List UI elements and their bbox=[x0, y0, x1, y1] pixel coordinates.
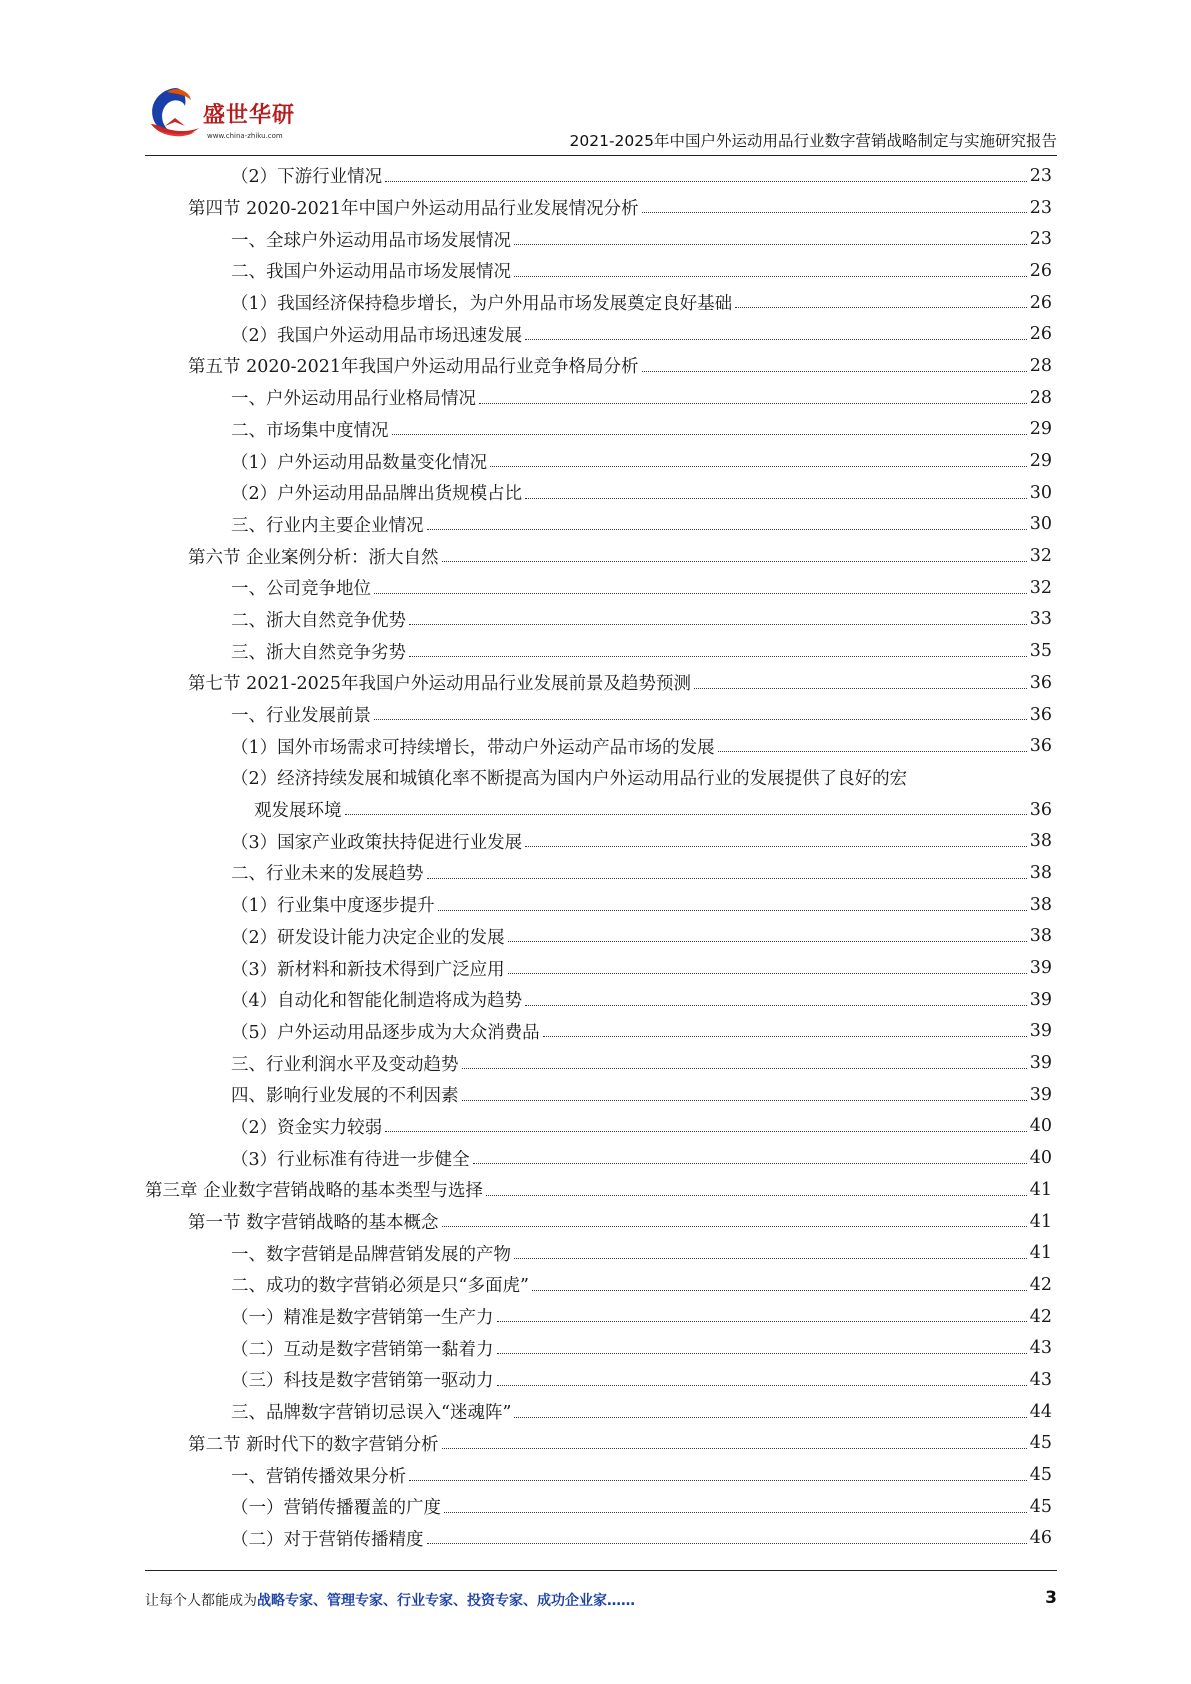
toc-page-number: 29 bbox=[1029, 451, 1052, 472]
toc-leader-dots bbox=[462, 1067, 1027, 1069]
toc-page-number: 38 bbox=[1029, 862, 1052, 883]
toc-entry-text: 一、行业发展前景 bbox=[231, 706, 371, 727]
toc-page-number: 32 bbox=[1029, 546, 1052, 567]
toc-page-number: 36 bbox=[1029, 704, 1052, 725]
toc-page-number: 38 bbox=[1029, 926, 1052, 947]
toc-entry-text: （3）新材料和新技术得到广泛应用 bbox=[231, 959, 505, 980]
toc-entry[interactable] bbox=[145, 1079, 1052, 1111]
toc-entry[interactable] bbox=[145, 857, 1052, 889]
toc-entry[interactable] bbox=[145, 1269, 1052, 1301]
report-title: 2021-2025年中国户外运动用品行业数字营销战略制定与实施研究报告 bbox=[569, 132, 1057, 150]
toc-leader-dots bbox=[444, 1511, 1027, 1513]
toc-entry-text: （2）户外运动用品品牌出货规模占比 bbox=[231, 484, 523, 505]
toc-leader-dots bbox=[442, 1447, 1027, 1449]
toc-page-number: 46 bbox=[1029, 1528, 1052, 1549]
toc-entry-text: 四、影响行业发展的不利因素 bbox=[231, 1086, 459, 1107]
toc-page-number: 45 bbox=[1029, 1433, 1052, 1454]
toc-leader-dots bbox=[486, 1194, 1027, 1196]
toc-entry-text: 一、全球户外运动用品市场发展情况 bbox=[231, 230, 511, 251]
toc-entry[interactable] bbox=[145, 635, 1052, 667]
toc-entry[interactable] bbox=[145, 414, 1052, 446]
toc-entry[interactable] bbox=[145, 1301, 1052, 1333]
toc-entry-line2 bbox=[231, 794, 1052, 826]
toc-page-number: 26 bbox=[1029, 292, 1052, 313]
toc-leader-dots bbox=[442, 560, 1027, 562]
toc-entry-text: （1）户外运动用品数量变化情况 bbox=[231, 452, 488, 473]
toc-entry[interactable] bbox=[145, 287, 1052, 319]
toc-entry-text: 第五节 2020-2021年我国户外运动用品行业竞争格局分析 bbox=[188, 357, 639, 378]
toc-entry-text: （一）营销传播覆盖的广度 bbox=[231, 1498, 441, 1519]
toc-entry[interactable] bbox=[145, 699, 1052, 731]
toc-entry[interactable] bbox=[145, 984, 1052, 1016]
toc-page-number: 32 bbox=[1029, 577, 1052, 598]
toc-entry[interactable] bbox=[145, 192, 1052, 224]
toc-leader-dots bbox=[514, 1257, 1027, 1259]
toc-entry-text: 二、行业未来的发展趋势 bbox=[231, 864, 424, 885]
toc-page-number: 28 bbox=[1029, 355, 1052, 376]
footer-divider bbox=[145, 1570, 1057, 1571]
toc-entry-text: 第二节 新时代下的数字营销分析 bbox=[188, 1434, 439, 1455]
toc-entry[interactable] bbox=[145, 477, 1052, 509]
toc-leader-dots bbox=[427, 877, 1027, 879]
toc-entry-text: 二、市场集中度情况 bbox=[231, 420, 389, 441]
toc-entry-text: 第六节 企业案例分析：浙大自然 bbox=[188, 547, 439, 568]
toc-entry-text: 二、浙大自然竞争优势 bbox=[231, 610, 406, 631]
toc-entry-text: 三、浙大自然竞争劣势 bbox=[231, 642, 406, 663]
toc-leader-dots bbox=[514, 275, 1027, 277]
toc-entry-text: （一）精准是数字营销第一生产力 bbox=[231, 1308, 494, 1329]
toc-leader-dots bbox=[427, 528, 1027, 530]
toc-page-number: 23 bbox=[1029, 197, 1052, 218]
toc-leader-dots bbox=[532, 1289, 1027, 1291]
toc-entry-text: （5）户外运动用品逐步成为大众消费品 bbox=[231, 1022, 540, 1043]
table-of-contents bbox=[145, 160, 1052, 1554]
slogan-prefix: 让每个人都能成为 bbox=[145, 1593, 257, 1609]
toc-leader-dots bbox=[497, 1352, 1027, 1354]
toc-entry[interactable] bbox=[145, 223, 1052, 255]
toc-page-number: 45 bbox=[1029, 1496, 1052, 1517]
toc-entry[interactable] bbox=[145, 730, 1052, 762]
toc-leader-dots bbox=[473, 1162, 1027, 1164]
toc-entry-text: （4）自动化和智能化制造将成为趋势 bbox=[231, 991, 523, 1012]
toc-entry[interactable] bbox=[145, 1237, 1052, 1269]
toc-page-number: 41 bbox=[1029, 1179, 1052, 1200]
header-divider bbox=[145, 155, 1057, 156]
toc-entry[interactable] bbox=[145, 1332, 1052, 1364]
toc-entry[interactable] bbox=[145, 160, 1052, 192]
toc-leader-dots bbox=[479, 402, 1027, 404]
toc-page-number: 29 bbox=[1029, 419, 1052, 440]
toc-page-number: 23 bbox=[1029, 229, 1052, 250]
toc-leader-dots bbox=[508, 940, 1027, 942]
toc-entry-text: （2）下游行业情况 bbox=[231, 167, 383, 188]
toc-entry[interactable] bbox=[145, 572, 1052, 604]
toc-page-number: 40 bbox=[1029, 1116, 1052, 1137]
toc-entry-text: （1）国外市场需求可持续增长，带动户外运动产品市场的发展 bbox=[231, 737, 715, 758]
toc-leader-dots bbox=[497, 1384, 1027, 1386]
toc-leader-dots bbox=[374, 592, 1027, 594]
toc-leader-dots bbox=[409, 1479, 1027, 1481]
toc-page-number: 43 bbox=[1029, 1338, 1052, 1359]
toc-page-number: 28 bbox=[1029, 387, 1052, 408]
toc-leader-dots bbox=[442, 1225, 1027, 1227]
toc-leader-dots bbox=[392, 433, 1027, 435]
toc-entry-text: （3）行业标准有待进一步健全 bbox=[231, 1149, 470, 1170]
toc-page-number: 38 bbox=[1029, 831, 1052, 852]
toc-entry[interactable] bbox=[145, 350, 1052, 382]
toc-page-number: 40 bbox=[1029, 1148, 1052, 1169]
toc-entry-line1 bbox=[231, 762, 1052, 794]
page-footer bbox=[145, 1590, 1057, 1614]
toc-entry[interactable] bbox=[145, 1523, 1052, 1555]
page-header bbox=[145, 80, 1057, 160]
toc-leader-dots bbox=[514, 243, 1027, 245]
toc-leader-dots bbox=[525, 845, 1027, 847]
footer-slogan bbox=[145, 1590, 635, 1610]
toc-entry-text: 二、我国户外运动用品市场发展情况 bbox=[231, 262, 511, 283]
toc-entry[interactable] bbox=[145, 1459, 1052, 1491]
toc-page-number: 39 bbox=[1029, 1053, 1052, 1074]
toc-page-number: 23 bbox=[1029, 165, 1052, 186]
toc-leader-dots bbox=[525, 1004, 1027, 1006]
toc-section-1 bbox=[145, 160, 1052, 762]
toc-leader-dots bbox=[694, 687, 1027, 689]
toc-entry-text: （二）对于营销传播精度 bbox=[231, 1529, 424, 1550]
toc-page-number: 36 bbox=[1029, 672, 1052, 693]
toc-leader-dots bbox=[642, 211, 1027, 213]
toc-entry[interactable] bbox=[145, 540, 1052, 572]
toc-leader-dots bbox=[642, 370, 1027, 372]
toc-entry[interactable] bbox=[145, 1491, 1052, 1523]
toc-leader-dots bbox=[427, 1542, 1027, 1544]
toc-entry-text: 三、品牌数字营销切忌误入“迷魂阵” bbox=[231, 1403, 512, 1424]
company-logo bbox=[145, 82, 315, 150]
toc-page-number: 26 bbox=[1029, 324, 1052, 345]
toc-entry[interactable] bbox=[145, 1174, 1052, 1206]
toc-section-2 bbox=[145, 825, 1052, 1554]
toc-leader-dots bbox=[508, 972, 1027, 974]
toc-leader-dots bbox=[385, 1130, 1027, 1132]
toc-entry[interactable] bbox=[145, 1016, 1052, 1048]
toc-entry-text: 一、营销传播效果分析 bbox=[231, 1466, 406, 1487]
toc-entry-text: （2）我国户外运动用品市场迅速发展 bbox=[231, 325, 523, 346]
toc-leader-dots bbox=[462, 1099, 1027, 1101]
toc-entry[interactable] bbox=[145, 667, 1052, 699]
toc-leader-dots bbox=[543, 1035, 1027, 1037]
toc-entry-text: 第七节 2021-2025年我国户外运动用品行业发展前景及趋势预测 bbox=[188, 674, 692, 695]
toc-entry-text: （1）我国经济保持稳步增长，为户外用品市场发展奠定良好基础 bbox=[231, 294, 733, 315]
toc-page-number: 38 bbox=[1029, 894, 1052, 915]
logo-url: www.china-zhiku.com bbox=[207, 132, 283, 140]
toc-page-number: 30 bbox=[1029, 482, 1052, 503]
page-number: 3 bbox=[1045, 1588, 1057, 1608]
toc-leader-dots bbox=[385, 180, 1027, 182]
toc-entry-text: （三）科技是数字营销第一驱动力 bbox=[231, 1371, 494, 1392]
toc-page-number: 33 bbox=[1029, 609, 1052, 630]
toc-entry-text: 二、成功的数字营销必须是只“多面虎” bbox=[231, 1276, 529, 1297]
toc-page-number: 39 bbox=[1029, 1084, 1052, 1105]
toc-leader-dots bbox=[374, 718, 1027, 720]
toc-entry-text: （2）资金实力较弱 bbox=[231, 1117, 383, 1138]
toc-entry[interactable] bbox=[145, 604, 1052, 636]
toc-entry[interactable] bbox=[145, 825, 1052, 857]
toc-entry-text: 观发展环境 bbox=[254, 801, 342, 822]
toc-entry-text: 第一节 数字营销战略的基本概念 bbox=[188, 1213, 439, 1234]
toc-entry[interactable] bbox=[145, 318, 1052, 350]
toc-entry-wrapped[interactable] bbox=[145, 762, 1052, 825]
toc-leader-dots bbox=[735, 306, 1027, 308]
toc-entry-text: 一、户外运动用品行业格局情况 bbox=[231, 389, 476, 410]
toc-entry[interactable] bbox=[145, 889, 1052, 921]
toc-page-number: 45 bbox=[1029, 1465, 1052, 1486]
toc-page-number: 39 bbox=[1029, 958, 1052, 979]
toc-page-number: 39 bbox=[1029, 1021, 1052, 1042]
toc-page-number: 43 bbox=[1029, 1369, 1052, 1390]
toc-page-number: 30 bbox=[1029, 514, 1052, 535]
toc-entry-text: （2）经济持续发展和城镇化率不断提高为国内户外运动用品行业的发展提供了良好的宏 bbox=[231, 769, 908, 790]
logo-name: 盛世华研 bbox=[203, 103, 296, 128]
toc-leader-dots bbox=[718, 750, 1027, 752]
toc-page-number: 42 bbox=[1029, 1306, 1052, 1327]
toc-page-number: 36 bbox=[1029, 736, 1052, 757]
toc-entry[interactable] bbox=[145, 1206, 1052, 1238]
toc-leader-dots bbox=[490, 465, 1027, 467]
toc-entry-text: 三、行业利润水平及变动趋势 bbox=[231, 1054, 459, 1075]
toc-entry[interactable] bbox=[145, 1047, 1052, 1079]
toc-entry[interactable] bbox=[145, 445, 1052, 477]
toc-entry-text: 三、行业内主要企业情况 bbox=[231, 515, 424, 536]
toc-leader-dots bbox=[525, 497, 1027, 499]
toc-entry[interactable] bbox=[145, 1396, 1052, 1428]
toc-leader-dots bbox=[514, 1416, 1026, 1418]
toc-entry[interactable] bbox=[145, 255, 1052, 287]
toc-entry[interactable] bbox=[145, 921, 1052, 953]
toc-entry-text: 一、公司竞争地位 bbox=[231, 579, 371, 600]
slogan-highlight: 战略专家、管理专家、行业专家、投资专家、成功企业家…… bbox=[257, 1593, 635, 1609]
toc-page-number: 26 bbox=[1029, 260, 1052, 281]
toc-leader-dots bbox=[409, 655, 1027, 657]
toc-page-number: 35 bbox=[1029, 641, 1052, 662]
toc-entry-text: （二）互动是数字营销第一黏着力 bbox=[231, 1339, 494, 1360]
toc-entry[interactable] bbox=[145, 952, 1052, 984]
toc-page-number: 36 bbox=[1029, 799, 1052, 820]
toc-leader-dots bbox=[345, 813, 1027, 815]
toc-leader-dots bbox=[497, 1320, 1027, 1322]
toc-page-number: 39 bbox=[1029, 989, 1052, 1010]
toc-leader-dots bbox=[409, 623, 1027, 625]
toc-page-number: 44 bbox=[1029, 1401, 1052, 1422]
toc-page-number: 42 bbox=[1029, 1274, 1052, 1295]
toc-entry[interactable] bbox=[145, 1111, 1052, 1143]
toc-entry-text: 第三章 企业数字营销战略的基本类型与选择 bbox=[145, 1181, 484, 1202]
toc-entry[interactable] bbox=[145, 382, 1052, 414]
toc-page-number: 41 bbox=[1029, 1211, 1052, 1232]
toc-entry-text: （1）行业集中度逐步提升 bbox=[231, 896, 435, 917]
toc-entry[interactable] bbox=[145, 1428, 1052, 1460]
toc-leader-dots bbox=[438, 909, 1027, 911]
toc-entry[interactable] bbox=[145, 1142, 1052, 1174]
toc-entry[interactable] bbox=[145, 1364, 1052, 1396]
toc-entry-text: （3）国家产业政策扶持促进行业发展 bbox=[231, 832, 523, 853]
toc-entry-text: （2）研发设计能力决定企业的发展 bbox=[231, 927, 505, 948]
toc-entry[interactable] bbox=[145, 509, 1052, 541]
toc-entry-text: 第四节 2020-2021年中国户外运动用品行业发展情况分析 bbox=[188, 199, 639, 220]
toc-leader-dots bbox=[525, 338, 1027, 340]
toc-entry-text: 一、数字营销是品牌营销发展的产物 bbox=[231, 1244, 511, 1265]
logo-emblem-icon bbox=[145, 82, 207, 144]
toc-page-number: 41 bbox=[1029, 1243, 1052, 1264]
